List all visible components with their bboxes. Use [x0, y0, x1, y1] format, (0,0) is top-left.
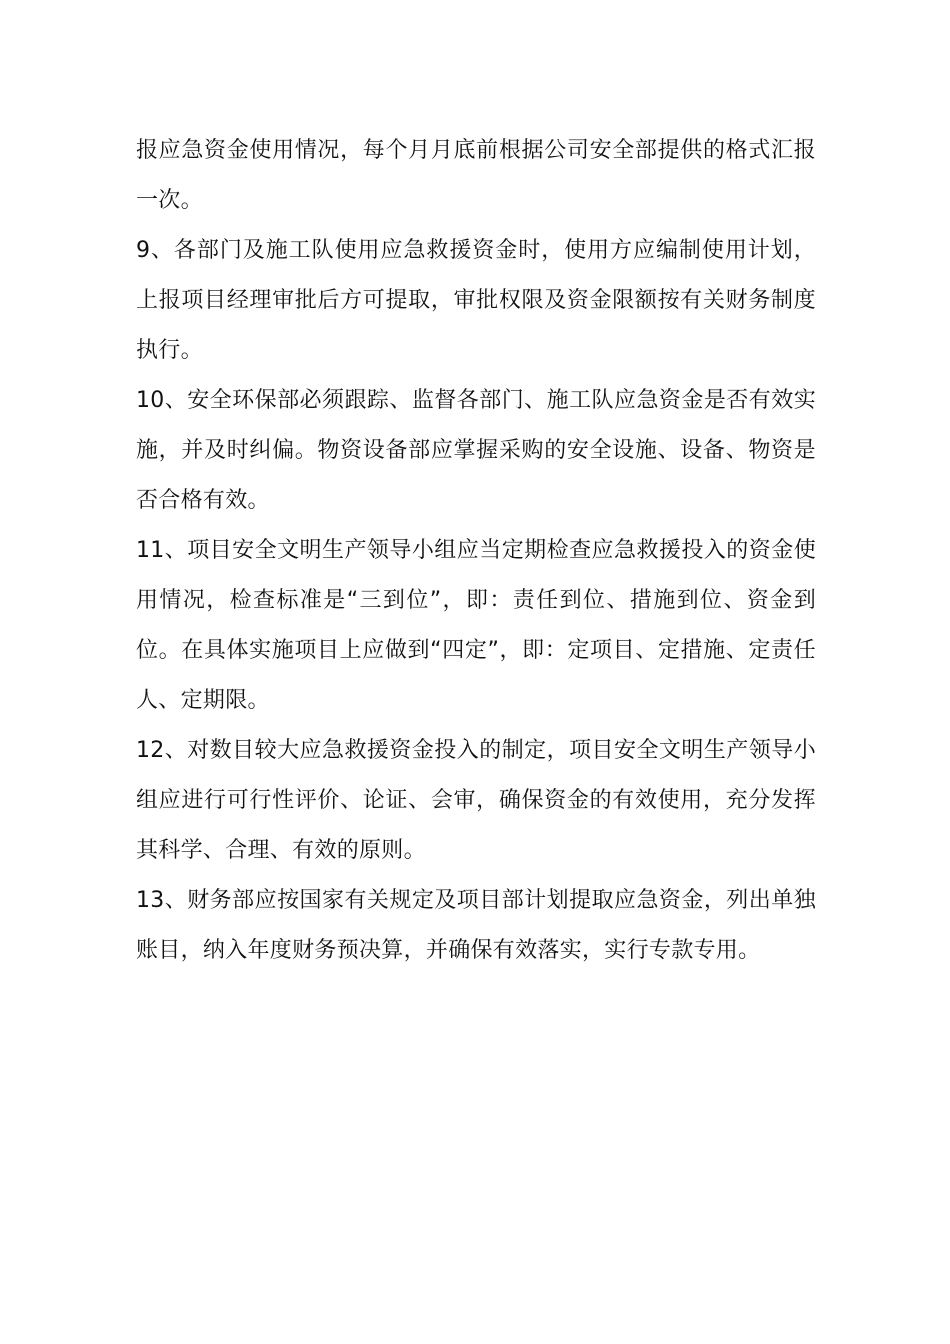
paragraph-item-13: 13、财务部应按国家有关规定及项目部计划提取应急资金，列出单独账目，纳入年度财务预决算，并确保有效落实，实行专款专用。: [136, 888, 816, 963]
paragraph-item-12: 12、对数目较大应急救援资金投入的制定，项目安全文明生产领导小组应进行可行性评价、论证、会审，确保资金的有效使用，充分发挥其科学、合理、有效的原则。: [136, 738, 816, 863]
paragraph-item-10: 10、安全环保部必须跟踪、监督各部门、施工队应急资金是否有效实施，并及时纠偏。物资设备部应掌握采购的安全设施、设备、物资是否合格有效。: [136, 388, 816, 513]
paragraph-item-9: 9、各部门及施工队使用应急救援资金时，使用方应编制使用计划，上报项目经理审批后方可提取，审批权限及资金限额按有关财务制度执行。: [136, 238, 816, 363]
paragraph-continuation: 报应急资金使用情况，每个月月底前根据公司安全部提供的格式汇报一次。: [136, 138, 816, 213]
document-body: [136, 126, 816, 976]
paragraph-item-11: 11、项目安全文明生产领导小组应当定期检查应急救援投入的资金使用情况，检查标准是“三到位”，即：责任到位、措施到位、资金到位。在具体实施项目上应做到“四定”，即：定项目、定措施、定责任人、定期限。: [136, 538, 816, 713]
